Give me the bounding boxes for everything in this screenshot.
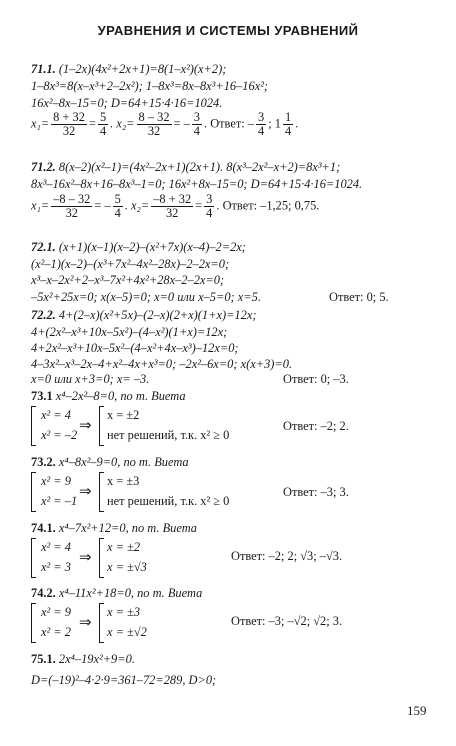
problem-label: 73.2. [31, 455, 56, 469]
problem-label: 75.1. [31, 652, 56, 666]
fraction [204, 193, 214, 220]
solution-2: нет решений, т.к. x² ≥ 0 [107, 494, 230, 508]
denominator: 4 [193, 124, 200, 138]
solution-2: нет решений, т.к. x² ≥ 0 [107, 428, 230, 442]
problem-72-2-line-4: 4–3x²–x³–2x–4+x²–4x+x³=0; –2x²–6x=0; x(x+3)=0. [31, 357, 293, 371]
system-eq-2: x² = –2 [41, 428, 78, 442]
system-eq-1: x² = 4 [41, 540, 71, 554]
problem-74-1-header [31, 521, 197, 535]
fraction [51, 111, 87, 138]
numerator: 8 – 32 [138, 110, 170, 124]
right-bracket [99, 538, 104, 578]
root-x1-label: x₁= [31, 198, 50, 213]
fraction [283, 111, 293, 138]
solution-2: x = ±√3 [107, 560, 147, 574]
right-bracket [99, 603, 104, 643]
problem-71-1-line-2: 1–8x³=8(x–x³+2–2x²); 1–8x³=8x–8x³+16–16x²; [31, 79, 269, 93]
equation-text: (x+1)(x–1)(x–2)–(x²+7x)(x–4)–2=2x; [58, 240, 246, 254]
denominator: 32 [62, 124, 76, 138]
numerator: 3 [258, 110, 265, 124]
right-bracket [99, 406, 104, 446]
problem-72-1-line-3: x³–x–2x²+2–x³–7x²+4x²+28x–2–2x=0; [31, 273, 225, 287]
numerator: 8 + 32 [53, 110, 85, 124]
problem-72-1-line-2: (x²–1)(x–2)–(x³+7x²–4x²–28x)–2–2x=0; [31, 257, 230, 271]
denominator: 32 [147, 124, 161, 138]
problem-74-1-answer: Ответ: –2; 2; √3; –√3. [231, 549, 343, 563]
system-eq-2: x² = 2 [41, 625, 71, 639]
problem-72-2-line-3: 4+2x²–x³+10x–5x²–(4–x²+4x–x³)–12x=0; [31, 341, 239, 355]
problem-label: 74.1. [31, 521, 56, 535]
problem-71-1-line-3: 16x²–8x–15=0; D=64+15·4·16=1024. [31, 96, 223, 110]
problem-label: 71.1. [31, 62, 56, 76]
denominator: 4 [206, 206, 213, 220]
problem-label: 72.1. [31, 240, 56, 254]
problem-71-2-line-1 [31, 160, 340, 174]
numerator: 1 [284, 110, 292, 124]
system-eq-1: x² = 4 [41, 408, 71, 422]
numerator: –8 – 32 [53, 192, 91, 206]
denominator: 32 [165, 206, 179, 220]
fraction [151, 193, 193, 220]
solution-1: x = ±2 [107, 540, 141, 554]
equation-text: 8(x–2)(x²–1)=(4x²–2x+1)(2x+1). 8(x³–2x²–x+2)=8x³+1; [58, 160, 341, 174]
denominator: 4 [99, 124, 107, 138]
equals: = [195, 198, 203, 213]
page-title: УРАВНЕНИЯ И СИСТЕМЫ УРАВНЕНИЙ [97, 23, 359, 38]
solution-1: x = ±3 [107, 474, 140, 488]
problem-71-1-roots [31, 111, 298, 138]
implies-arrow-icon: ⇒ [79, 482, 92, 500]
answer-label: . Ответ: – [204, 116, 254, 131]
system-eq-2: x² = –1 [41, 494, 78, 508]
equation-text: x⁴–8x²–9=0, по т. Виета [58, 455, 189, 469]
problem-72-2-line-1 [31, 308, 256, 322]
numerator: 5 [99, 110, 107, 124]
system-eq-1: x² = 9 [41, 605, 71, 619]
root-x1-label: x₁= [31, 116, 50, 131]
equation-text: x⁴–2x²–8=0, по т. Виета [55, 389, 186, 403]
equation-text: x⁴–11x²+18=0, по т. Виета [58, 586, 203, 600]
problem-72-2-line-2: 4+(2x²–x³+10x–5x²)–(4–x²)(1+x)=12x; [31, 325, 228, 339]
problem-71-1-line-1 [31, 62, 226, 76]
root-x2-label: . x₂= [124, 198, 150, 213]
problem-label: 71.2. [31, 160, 56, 174]
problem-73-1-header [31, 389, 186, 403]
denominator: 4 [258, 124, 265, 138]
system-eq-2: x² = 3 [41, 560, 71, 574]
problem-72-1-answer: Ответ: 0; 5. [329, 290, 389, 304]
problem-74-2-header [31, 586, 202, 600]
problem-74-2-answer: Ответ: –3; –√2; √2; 3. [231, 614, 343, 628]
problem-label: 73.1 [31, 389, 53, 403]
fraction [98, 111, 108, 138]
fraction [192, 111, 202, 138]
problem-71-2-line-2: 8x³–16x²–8x+16–8x³–1=0; 16x²+8x–15=0; D=64+15·4·16=1024. [31, 177, 363, 191]
denominator: 4 [284, 124, 292, 138]
right-bracket [99, 472, 104, 512]
problem-label: 72.2. [31, 308, 56, 322]
problem-73-1-answer: Ответ: –2; 2. [283, 419, 349, 433]
page-number: 159 [407, 703, 427, 718]
problem-75-1-line-1 [31, 652, 135, 666]
problem-72-2-line-5: x=0 или x+3=0; x= –3. [31, 372, 150, 386]
left-bracket [31, 603, 36, 643]
equation-text: 2x⁴–19x²+9=0. [58, 652, 135, 666]
problem-73-2-header [31, 455, 189, 469]
equation-text: 4+(2–x)(x²+5x)–(2–x)(2+x)(1+x)=12x; [58, 308, 257, 322]
left-bracket [31, 472, 36, 512]
numerator: 5 [114, 192, 121, 206]
implies-arrow-icon: ⇒ [79, 416, 92, 434]
fraction [256, 111, 266, 138]
problem-72-1-line-1 [31, 240, 246, 254]
solution-2: x = ±√2 [107, 625, 147, 639]
implies-arrow-icon: ⇒ [79, 548, 92, 566]
numerator: 3 [193, 110, 200, 124]
solution-1: x = ±3 [107, 605, 141, 619]
problem-label: 74.2. [31, 586, 56, 600]
fraction [113, 193, 123, 220]
answer-label: . Ответ: –1,25; 0,75. [216, 198, 320, 213]
numerator: –8 + 32 [153, 192, 192, 206]
problem-73-2-answer: Ответ: –3; 3. [283, 485, 349, 499]
left-bracket [31, 406, 36, 446]
fraction [51, 193, 92, 220]
equation-text: x⁴–7x²+12=0, по т. Виета [58, 521, 197, 535]
implies-arrow-icon: ⇒ [79, 613, 92, 631]
equals: = [88, 116, 96, 131]
numerator: 3 [206, 192, 213, 206]
root-x2-label: . x₂= [110, 116, 135, 131]
equation-text: (1–2x)(4x²+2x+1)=8(1–x²)(x+2); [58, 62, 227, 76]
problem-75-1-line-2: D=(–19)²–4·2·9=361–72=289, D>0; [31, 673, 217, 687]
system-eq-1: x² = 9 [41, 474, 71, 488]
problem-71-2-roots [31, 193, 319, 220]
equals: = – [173, 116, 190, 131]
problem-72-1-line-4: –5x²+25x=0; x(x–5)=0; x=0 или x–5=0; x=5. [31, 290, 261, 304]
solution-1: x = ±2 [107, 408, 140, 422]
equals: = – [94, 198, 111, 213]
separator: ; 1 [268, 116, 281, 131]
problem-72-2-answer: Ответ: 0; –3. [283, 372, 349, 386]
fraction [137, 111, 172, 138]
denominator: 32 [65, 206, 78, 220]
left-bracket [31, 538, 36, 578]
period: . [295, 116, 299, 131]
denominator: 4 [114, 206, 121, 220]
